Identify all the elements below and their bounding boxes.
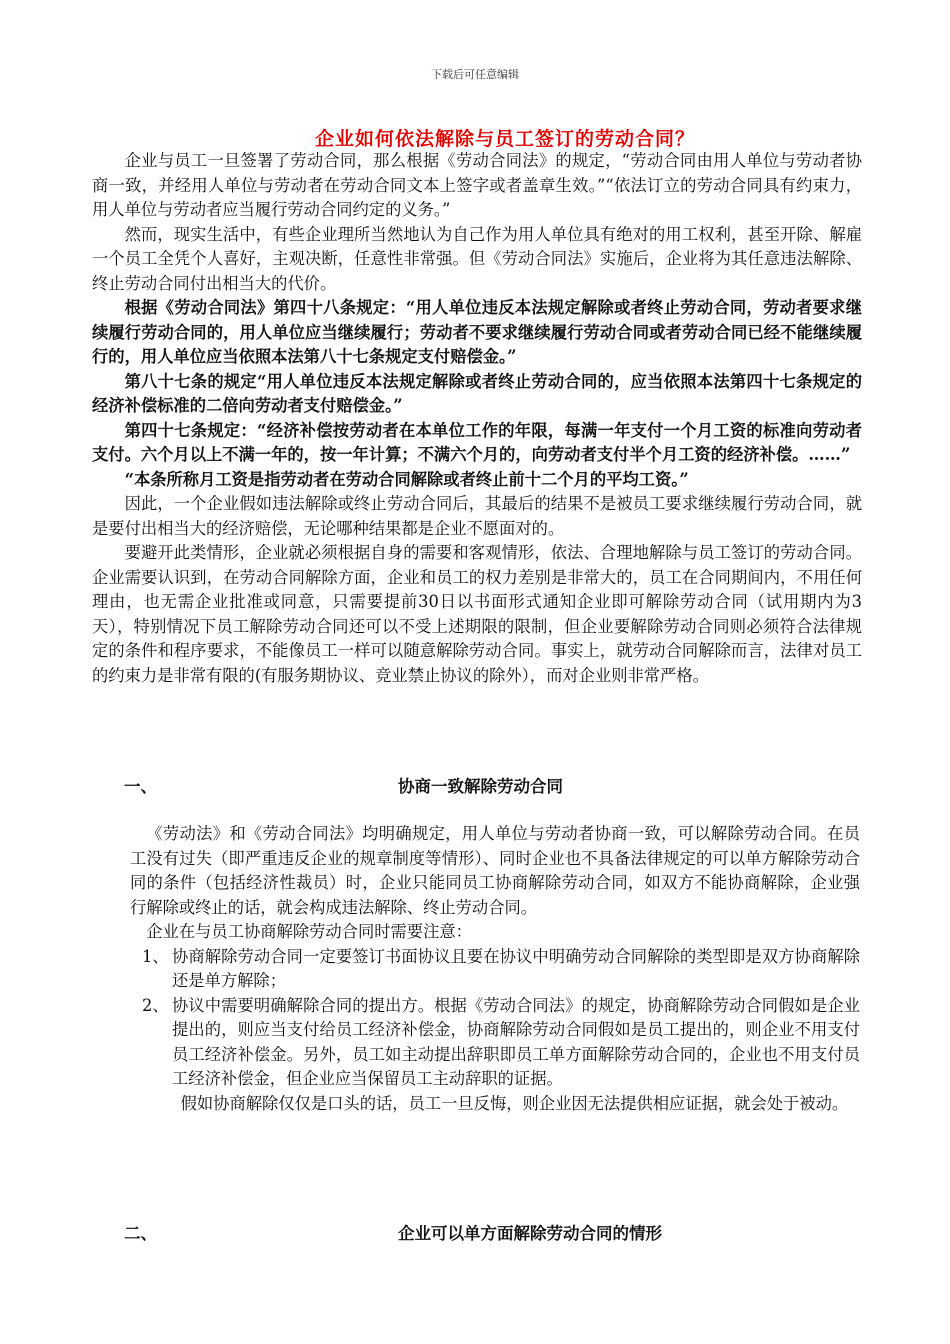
paragraph-article-47: 第四十七条规定：“经济补偿按劳动者在本单位工作的年限，每满一年支付一个月工资的标准向劳动者支付。六个月以上不满一年的，按一年计算；不满六个月的，向劳动者支付半个月工资的经济补偿。……” [92, 420, 862, 464]
paragraph-consequence: 因此，一个企业假如违法解除或终止劳动合同后，其最后的结果不是被员工要求继续履行劳动合同，就是要付出相当大的经济赔偿，无论哪种结果都是企业不愿面对的。 [92, 494, 862, 538]
section-1-list [130, 945, 860, 1092]
list-item-text: 协议中需要明确解除合同的提出方。根据《劳动合同法》的规定，协商解除劳动合同假如是企业提出的，则应当支付给员工经济补偿金，协商解除劳动合同假如是员工提出的，则企业不用支付员工经济补偿金。另外，员工如主动提出辞职即员工单方面解除劳动合同的，企业也不用支付员工经济补偿金，但企业应当保留员工主动辞职的证据。 [172, 995, 860, 1088]
paragraph-monthly-wage: “本条所称月工资是指劳动者在劳动合同解除或者终止前十二个月的平均工资。” [124, 469, 689, 489]
list-marker: 1、 [142, 946, 169, 966]
intro-body [92, 149, 862, 688]
section-1-heading [124, 773, 864, 797]
section-2-title: 企业可以单方面解除劳动合同的情形 [398, 1224, 662, 1243]
section-1-tail: 假如协商解除仅仅是口头的话，员工一旦反悔，则企业因无法提供相应证据，就会处于被动。 [180, 1093, 849, 1113]
section-1-note: 企业在与员工协商解除劳动合同时需要注意： [146, 922, 472, 941]
section-1-intro: 《劳动法》和《劳动合同法》均明确规定，用人单位与劳动者协商一致，可以解除劳动合同。在员工没有过失（即严重违反企业的规章制度等情形）、同时企业也不具备法律规定的可以单方解除劳动合同的条件（包括经济性裁员）时，企业只能同员工协商解除劳动合同，如双方不能协商解除，企业强行解除或终止的话，就会构成违法解除、终止劳动合同。 [130, 824, 860, 917]
paragraph-avoidance: 要避开此类情形，企业就必须根据自身的需要和客观情形，依法、合理地解除与员工签订的劳动合同。企业需要认识到，在劳动合同解除方面，企业和员工的权力差别是非常大的，员工在合同期间内，不用任何理由，也无需企业批准或同意，只需要提前30日以书面形式通知企业即可解除劳动合同（试用期内为3天），特别情况下员工解除劳动合同还可以不受上述期限的限制，但企业要解除劳动合同则必须符合法律规定的条件和程序要求，不能像员工一样可以随意解除劳动合同。事实上，就劳动合同解除而言，法律对员工的约束力是非常有限的(有服务期协议、竞业禁止协议的除外），而对企业则非常严格。 [92, 543, 862, 685]
section-1-body [130, 822, 860, 1116]
header-note: 下载后可任意编辑 [431, 68, 519, 81]
section-2-number: 二、 [124, 1224, 157, 1243]
section-1-title: 协商一致解除劳动合同 [398, 777, 563, 796]
document-title: 企业如何依法解除与员工签订的劳动合同？ [314, 128, 695, 150]
list-item-text: 协商解除劳动合同一定要签订书面协议且要在协议中明确劳动合同解除的类型即是双方协商解除还是单方解除； [172, 946, 860, 990]
section-2-heading [124, 1220, 864, 1244]
paragraph-contract-effect: 企业与员工一旦签署了劳动合同，那么根据《劳动合同法》的规定，“劳动合同由用人单位与劳动者协商一致，并经用人单位与劳动者在劳动合同文本上签字或者盖章生效。”“依法订立的劳动合同具有约束力，用人单位与劳动者应当履行劳动合同约定的义务。” [92, 151, 862, 219]
paragraph-reality: 然而，现实生活中，有些企业理所当然地认为自己作为用人单位具有绝对的用工权利，甚至开除、解雇一个员工全凭个人喜好，主观决断，任意性非常强。但《劳动合同法》实施后，企业将为其任意违法解除、终止劳动合同付出相当大的代价。 [92, 224, 862, 293]
section-1-number: 一、 [124, 777, 157, 796]
list-item [130, 945, 860, 994]
list-item [130, 994, 860, 1092]
paragraph-article-48: 根据《劳动合同法》第四十八条规定：“用人单位违反本法规定解除或者终止劳动合同，劳动者要求继续履行劳动合同的，用人单位应当继续履行；劳动者不要求继续履行劳动合同或者劳动合同已经不能继续履行的，用人单位应当依照本法第八十七条规定支付赔偿金。” [92, 298, 862, 366]
list-marker: 2、 [142, 995, 169, 1015]
paragraph-article-87: 第八十七条的规定“用人单位违反本法规定解除或者终止劳动合同的，应当依照本法第四十七条规定的经济补偿标准的二倍向劳动者支付赔偿金。” [92, 371, 862, 415]
